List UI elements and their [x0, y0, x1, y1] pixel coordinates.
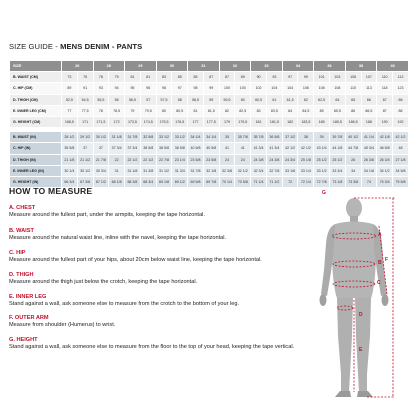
- table-cell: 32 3/8: [219, 165, 235, 176]
- table-cell: 83: [251, 105, 267, 116]
- table-cell: 26: [345, 154, 361, 165]
- table-cell: 33 1/4: [298, 165, 314, 176]
- table-cell: 106: [298, 83, 314, 94]
- measure-heading: D. THIGH: [9, 272, 34, 278]
- row-label: E. INNER LEG (IN): [10, 165, 62, 176]
- table-cell: 172: [109, 116, 125, 127]
- table-cell: 37: [93, 143, 109, 154]
- table-cell: 31 7/8: [188, 165, 204, 176]
- table-row: [10, 94, 409, 105]
- table-cell: 32 1/8: [203, 165, 219, 176]
- table-cell: 52,5: [62, 94, 78, 105]
- table-cell: 81: [125, 72, 141, 83]
- table-cell: 78: [93, 72, 109, 83]
- table-cell: 39 7/8: [330, 132, 346, 143]
- table-cell: 79: [125, 105, 141, 116]
- table-cell: 69 7/8: [203, 176, 219, 187]
- table-cell: 39: [314, 132, 330, 143]
- table-cell: 21 1/2: [77, 154, 93, 165]
- table-cell: 65: [345, 94, 361, 105]
- label-a: A: [378, 232, 382, 238]
- measure-item: [9, 205, 314, 219]
- table-cell: 62,5: [314, 94, 330, 105]
- table-cell: 66 3/4: [62, 176, 78, 187]
- table-cell: 87: [377, 105, 393, 116]
- table-cell: 82,5: [235, 105, 251, 116]
- table-cell: 42 1/2: [282, 143, 298, 154]
- table-cell: 67: [377, 94, 393, 105]
- table-cell: 93: [93, 83, 109, 94]
- size-header-label: SIZE: [10, 61, 62, 72]
- table-cell: 68 3/4: [140, 176, 156, 187]
- row-label: D. THIGH (IN): [10, 154, 62, 165]
- table-cell: 98: [188, 83, 204, 94]
- table-cell: 56: [109, 94, 125, 105]
- left-foot: [335, 391, 351, 397]
- table-cell: 68: [393, 94, 409, 105]
- table-cell: 21 7/8: [93, 154, 109, 165]
- table-cell: 173,5: [125, 116, 141, 127]
- label-b: B: [378, 260, 382, 266]
- table-cell: 33 1/2: [156, 132, 172, 143]
- size-header-cell: 36: [314, 61, 346, 72]
- size-header-cell: 30: [156, 61, 188, 72]
- table-cell: 22 1/2: [125, 154, 141, 165]
- table-cell: 34 1/4: [188, 132, 204, 143]
- table-cell: 24: [235, 154, 251, 165]
- measure-heading: A. CHEST: [9, 205, 36, 211]
- table-cell: 81: [140, 72, 156, 83]
- label-d: D: [359, 312, 363, 318]
- table-cell: 179: [219, 116, 235, 127]
- table-cell: 46 5/8: [377, 143, 393, 154]
- table-cell: 43 1/4: [314, 143, 330, 154]
- table-cell: 58,5: [188, 94, 204, 105]
- table-cell: 34: [345, 165, 361, 176]
- table-cell: 25 1/2: [330, 154, 346, 165]
- measure-heading: B. WAIST: [9, 228, 34, 234]
- table-cell: 89: [235, 72, 251, 83]
- table-cell: 85: [172, 72, 188, 83]
- table-cell: 37 3/4: [109, 143, 125, 154]
- table-cell: 69 1/2: [172, 176, 188, 187]
- measure-item: [9, 250, 314, 264]
- table-cell: 87: [203, 72, 219, 83]
- table-cell: 80: [156, 105, 172, 116]
- table-cell: 34 1/4: [203, 132, 219, 143]
- table-cell: 42 1/2: [393, 132, 409, 143]
- measure-description: Measure around the thigh just below the crotch, keeping the tape horizontal.: [9, 279, 198, 285]
- table-cell: 64: [330, 94, 346, 105]
- table-cell: 32 7/8: [266, 165, 282, 176]
- table-cell: 30 1/2: [93, 132, 109, 143]
- how-to-measure-title: HOW TO MEASURE: [9, 186, 93, 196]
- table-cell: 38 5/8: [156, 143, 172, 154]
- size-header-cell: 26: [62, 61, 94, 72]
- table-cell: 175,5: [156, 116, 172, 127]
- table-cell: 185: [314, 116, 330, 127]
- table-cell: 44 1/8: [330, 143, 346, 154]
- table-cell: 40 5/8: [188, 143, 204, 154]
- table-cell: 60,5: [251, 94, 267, 105]
- row-label: G. HEIGHT (CM): [10, 116, 62, 127]
- left-hand: [320, 294, 327, 306]
- table-cell: 88: [393, 105, 409, 116]
- measure-heading: C. HIP: [9, 250, 26, 256]
- table-cell: 61: [266, 94, 282, 105]
- measure-description: Measure around the fullest part of your hips, about 20cm below waist line, keeping the tape horizontal.: [9, 257, 262, 263]
- table-cell: 62: [298, 94, 314, 105]
- measure-heading: F. OUTER ARM: [9, 315, 49, 321]
- size-header-cell: 34: [282, 61, 314, 72]
- table-cell: 101: [314, 72, 330, 83]
- table-cell: 37 1/2: [282, 132, 298, 143]
- row-label: C. HIP (CM): [10, 83, 62, 94]
- table-cell: 72 7/8: [314, 176, 330, 187]
- table-cell: 60: [235, 94, 251, 105]
- table-cell: 31 7/8: [125, 132, 141, 143]
- table-cell: 41 3/4: [266, 143, 282, 154]
- table-cell: 72 1/4: [298, 176, 314, 187]
- table-cell: 41 3/4: [251, 143, 267, 154]
- table-cell: 85: [314, 105, 330, 116]
- table-cell: 71 1/2: [266, 176, 282, 187]
- table-row: [10, 143, 409, 154]
- table-cell: 183,5: [298, 116, 314, 127]
- table-cell: 123: [393, 83, 409, 94]
- table-cell: 79: [109, 72, 125, 83]
- table-cell: 31 1/2: [156, 165, 172, 176]
- table-cell: 93: [266, 72, 282, 83]
- table-cell: 42 1/8: [377, 132, 393, 143]
- table-cell: 35 5/8: [62, 143, 78, 154]
- table-cell: 75: [77, 72, 93, 83]
- table-cell: 96: [140, 83, 156, 94]
- table-cell: 186,5: [345, 116, 361, 127]
- table-cell: 74 3/4: [377, 176, 393, 187]
- table-cell: 94: [109, 83, 125, 94]
- table-cell: 89: [62, 83, 78, 94]
- table-cell: 36 5/8: [266, 132, 282, 143]
- table-cell: 104: [282, 83, 298, 94]
- table-cell: 83,5: [266, 105, 282, 116]
- table-cell: 110: [345, 83, 361, 94]
- measure-item: [9, 272, 314, 286]
- row-label: B. WAIST (IN): [10, 132, 62, 143]
- table-cell: 84: [282, 105, 298, 116]
- table-cell: 79,5: [140, 105, 156, 116]
- table-cell: 35 7/8: [235, 132, 251, 143]
- table-cell: 77: [62, 105, 78, 116]
- table-cell: 61,5: [282, 94, 298, 105]
- table-cell: 31 1/8: [125, 165, 141, 176]
- label-f: F: [385, 257, 389, 263]
- table-cell: 171: [77, 116, 93, 127]
- table-cell: 34 1/8: [361, 165, 377, 176]
- table-cell: 37: [77, 143, 93, 154]
- table-cell: 69 1/8: [156, 176, 172, 187]
- table-cell: 57: [140, 94, 156, 105]
- table-cell: 100: [235, 83, 251, 94]
- table-cell: 45 3/4: [361, 143, 377, 154]
- table-cell: 86: [345, 105, 361, 116]
- size-header-cell: 31: [188, 61, 220, 72]
- table-cell: 108: [330, 83, 346, 94]
- table-cell: 34 5/8: [393, 165, 409, 176]
- table-cell: 99: [203, 83, 219, 94]
- table-cell: 33 1/2: [314, 165, 330, 176]
- measure-description: Measure around the natural waist line, inline with the navel, keeping the tape horizontal.: [9, 235, 227, 241]
- table-cell: 171,5: [93, 116, 109, 127]
- measure-description: Stand against a wall, ask someone else to measure from the crotch to the bottom of your leg.: [9, 301, 240, 307]
- table-cell: 168,5: [62, 116, 78, 127]
- table-cell: 38 5/8: [172, 143, 188, 154]
- table-cell: 69 5/8: [188, 176, 204, 187]
- table-row: [10, 105, 409, 116]
- table-cell: 54,5: [77, 94, 93, 105]
- table-cell: 24: [219, 154, 235, 165]
- size-header-cell: 40: [377, 61, 409, 72]
- table-cell: 22 1/2: [140, 154, 156, 165]
- table-cell: 30 1/4: [62, 165, 78, 176]
- right-leg: [355, 298, 371, 392]
- table-cell: 57,5: [156, 94, 172, 105]
- table-cell: 179,5: [235, 116, 251, 127]
- table-cell: 58: [172, 94, 188, 105]
- table-cell: 38: [298, 132, 314, 143]
- right-hand: [382, 294, 389, 306]
- table-cell: 77,5: [77, 105, 93, 116]
- table-cell: 68 3/8: [125, 176, 141, 187]
- table-cell: 40 5/8: [203, 143, 219, 154]
- table-cell: 108: [314, 83, 330, 94]
- size-header-cell: 33: [251, 61, 283, 72]
- table-row: [10, 132, 409, 143]
- table-cell: 95: [125, 83, 141, 94]
- table-cell: 73: [62, 72, 78, 83]
- right-foot: [357, 391, 373, 397]
- table-cell: 22 7/8: [156, 154, 172, 165]
- table-cell: 84,5: [298, 105, 314, 116]
- table-cell: 100: [219, 83, 235, 94]
- table-cell: 30 3/4: [93, 165, 109, 176]
- table-cell: 67 1/2: [93, 176, 109, 187]
- table-row: [10, 72, 409, 83]
- table-cell: 82: [219, 105, 235, 116]
- table-cell: 86,5: [361, 105, 377, 116]
- table-cell: 90: [251, 72, 267, 83]
- table-cell: 27 1/8: [393, 154, 409, 165]
- table-cell: 37 3/4: [125, 143, 141, 154]
- table-cell: 78: [93, 105, 109, 116]
- table-cell: 118: [377, 83, 393, 94]
- table-cell: 38 5/8: [140, 143, 156, 154]
- table-cell: 22: [109, 154, 125, 165]
- table-row: [10, 165, 409, 176]
- body-measurement-figure: [305, 186, 415, 406]
- table-cell: 113: [393, 72, 409, 83]
- table-cell: 48: [393, 143, 409, 154]
- table-cell: 59,5: [219, 94, 235, 105]
- table-cell: 70 5/8: [235, 176, 251, 187]
- table-cell: 24 3/8: [251, 154, 267, 165]
- table-cell: 73 3/8: [345, 176, 361, 187]
- table-cell: 85: [188, 72, 204, 83]
- table-cell: 176,5: [172, 116, 188, 127]
- size-header-cell: 32: [219, 61, 251, 72]
- table-cell: 81,5: [203, 105, 219, 116]
- table-cell: 55,5: [93, 94, 109, 105]
- size-table: [9, 60, 409, 188]
- table-cell: 85,5: [330, 105, 346, 116]
- measure-heading: E. INNER LEG: [9, 294, 47, 300]
- table-cell: 32 3/4: [251, 165, 267, 176]
- table-cell: 71 1/4: [251, 176, 267, 187]
- title-strong: MENS DENIM - PANTS: [60, 42, 143, 51]
- table-cell: 80,5: [172, 105, 188, 116]
- table-cell: 96: [156, 83, 172, 94]
- size-header-cell: 28: [93, 61, 125, 72]
- table-cell: 24 3/8: [266, 154, 282, 165]
- measure-item: [9, 294, 314, 308]
- row-label: B. WAIST (CM): [10, 72, 62, 83]
- table-cell: 182: [282, 116, 298, 127]
- table-cell: 56,5: [125, 94, 141, 105]
- table-cell: 41: [235, 143, 251, 154]
- table-cell: 31: [109, 165, 125, 176]
- table-cell: 21 1/8: [62, 154, 78, 165]
- table-cell: 31 3/4: [172, 165, 188, 176]
- table-cell: 66: [361, 94, 377, 105]
- table-cell: 72: [282, 176, 298, 187]
- table-cell: 107: [361, 72, 377, 83]
- table-cell: 33 1/8: [282, 165, 298, 176]
- table-cell: 40 1/2: [345, 132, 361, 143]
- table-cell: 23 5/8: [188, 154, 204, 165]
- table-cell: 185,5: [330, 116, 346, 127]
- table-cell: 68 1/8: [109, 176, 125, 187]
- label-e: E: [359, 347, 363, 353]
- table-cell: 26 3/4: [377, 154, 393, 165]
- label-c: C: [377, 280, 381, 286]
- table-cell: 32 1/2: [235, 165, 251, 176]
- measure-item: [9, 337, 314, 351]
- measure-description: Stand against a wall, ask someone else to measure from the floor to the top of your head, keeping the tape vertical.: [9, 344, 295, 350]
- table-cell: 113: [361, 83, 377, 94]
- table-cell: 35: [219, 132, 235, 143]
- measure-item: [9, 315, 314, 329]
- table-cell: 25 1/2: [314, 154, 330, 165]
- label-g: G: [322, 190, 326, 196]
- row-label: D. THIGH (CM): [10, 94, 62, 105]
- table-cell: 188: [361, 116, 377, 127]
- table-cell: 106: [345, 72, 361, 83]
- table-cell: 103: [330, 72, 346, 83]
- table-cell: 44 7/8: [345, 143, 361, 154]
- table-cell: 190: [377, 116, 393, 127]
- table-cell: 73 1/8: [330, 176, 346, 187]
- table-cell: 23 5/8: [203, 154, 219, 165]
- table-cell: 59: [203, 94, 219, 105]
- table-cell: 41: [219, 143, 235, 154]
- table-cell: 24 3/4: [282, 154, 298, 165]
- table-cell: 91: [77, 83, 93, 94]
- table-cell: 74: [361, 176, 377, 187]
- table-cell: 104: [266, 83, 282, 94]
- table-cell: 32 5/8: [140, 132, 156, 143]
- table-cell: 30 1/2: [77, 165, 93, 176]
- table-cell: 29 1/2: [77, 132, 93, 143]
- table-cell: 35 7/8: [251, 132, 267, 143]
- table-cell: 87: [219, 72, 235, 83]
- table-cell: 192: [393, 116, 409, 127]
- table-cell: 97: [172, 83, 188, 94]
- table-cell: 42 1/2: [298, 143, 314, 154]
- table-cell: 97: [282, 72, 298, 83]
- table-cell: 33 3/4: [330, 165, 346, 176]
- table-cell: 34 1/2: [377, 165, 393, 176]
- table-cell: 177: [188, 116, 204, 127]
- size-header-cell: 38: [345, 61, 377, 72]
- table-cell: 177,5: [203, 116, 219, 127]
- measure-heading: G. HEIGHT: [9, 337, 38, 343]
- measure-description: Measure around the fullest part, under the armpits, keeping the tape horizontal.: [9, 212, 205, 218]
- left-leg: [337, 298, 353, 392]
- measure-item: [9, 228, 314, 242]
- table-row: [10, 116, 409, 127]
- table-cell: 75 5/8: [393, 176, 409, 187]
- table-cell: 110: [377, 72, 393, 83]
- table-cell: 83: [156, 72, 172, 83]
- table-cell: 31 1/8: [109, 132, 125, 143]
- table-cell: 25 1/8: [298, 154, 314, 165]
- row-label: C. HIP (IN): [10, 143, 62, 154]
- row-label: E. INNER LEG (CM): [10, 105, 62, 116]
- table-cell: 33 1/2: [172, 132, 188, 143]
- table-row: [10, 83, 409, 94]
- table-cell: 23 1/4: [172, 154, 188, 165]
- table-cell: 174,5: [140, 116, 156, 127]
- head: [346, 198, 362, 218]
- page-title: [9, 42, 142, 51]
- row-label: G. HEIGHT (IN): [10, 176, 62, 187]
- table-cell: 81: [188, 105, 204, 116]
- table-row: [10, 154, 409, 165]
- table-cell: 99: [298, 72, 314, 83]
- table-cell: 26 3/8: [361, 154, 377, 165]
- table-cell: 78,5: [109, 105, 125, 116]
- table-cell: 70 1/4: [219, 176, 235, 187]
- size-header-cell: 29: [125, 61, 157, 72]
- measure-description: Measure from shoulder (Humerus) to wrist.: [9, 322, 116, 328]
- table-cell: 181,5: [266, 116, 282, 127]
- title-prefix: SIZE GUIDE -: [9, 42, 61, 51]
- table-cell: 41 1/4: [361, 132, 377, 143]
- table-cell: 102: [251, 83, 267, 94]
- table-cell: 181: [251, 116, 267, 127]
- table-cell: 67 3/8: [77, 176, 93, 187]
- table-cell: 28 1/2: [62, 132, 78, 143]
- table-cell: 31 3/8: [140, 165, 156, 176]
